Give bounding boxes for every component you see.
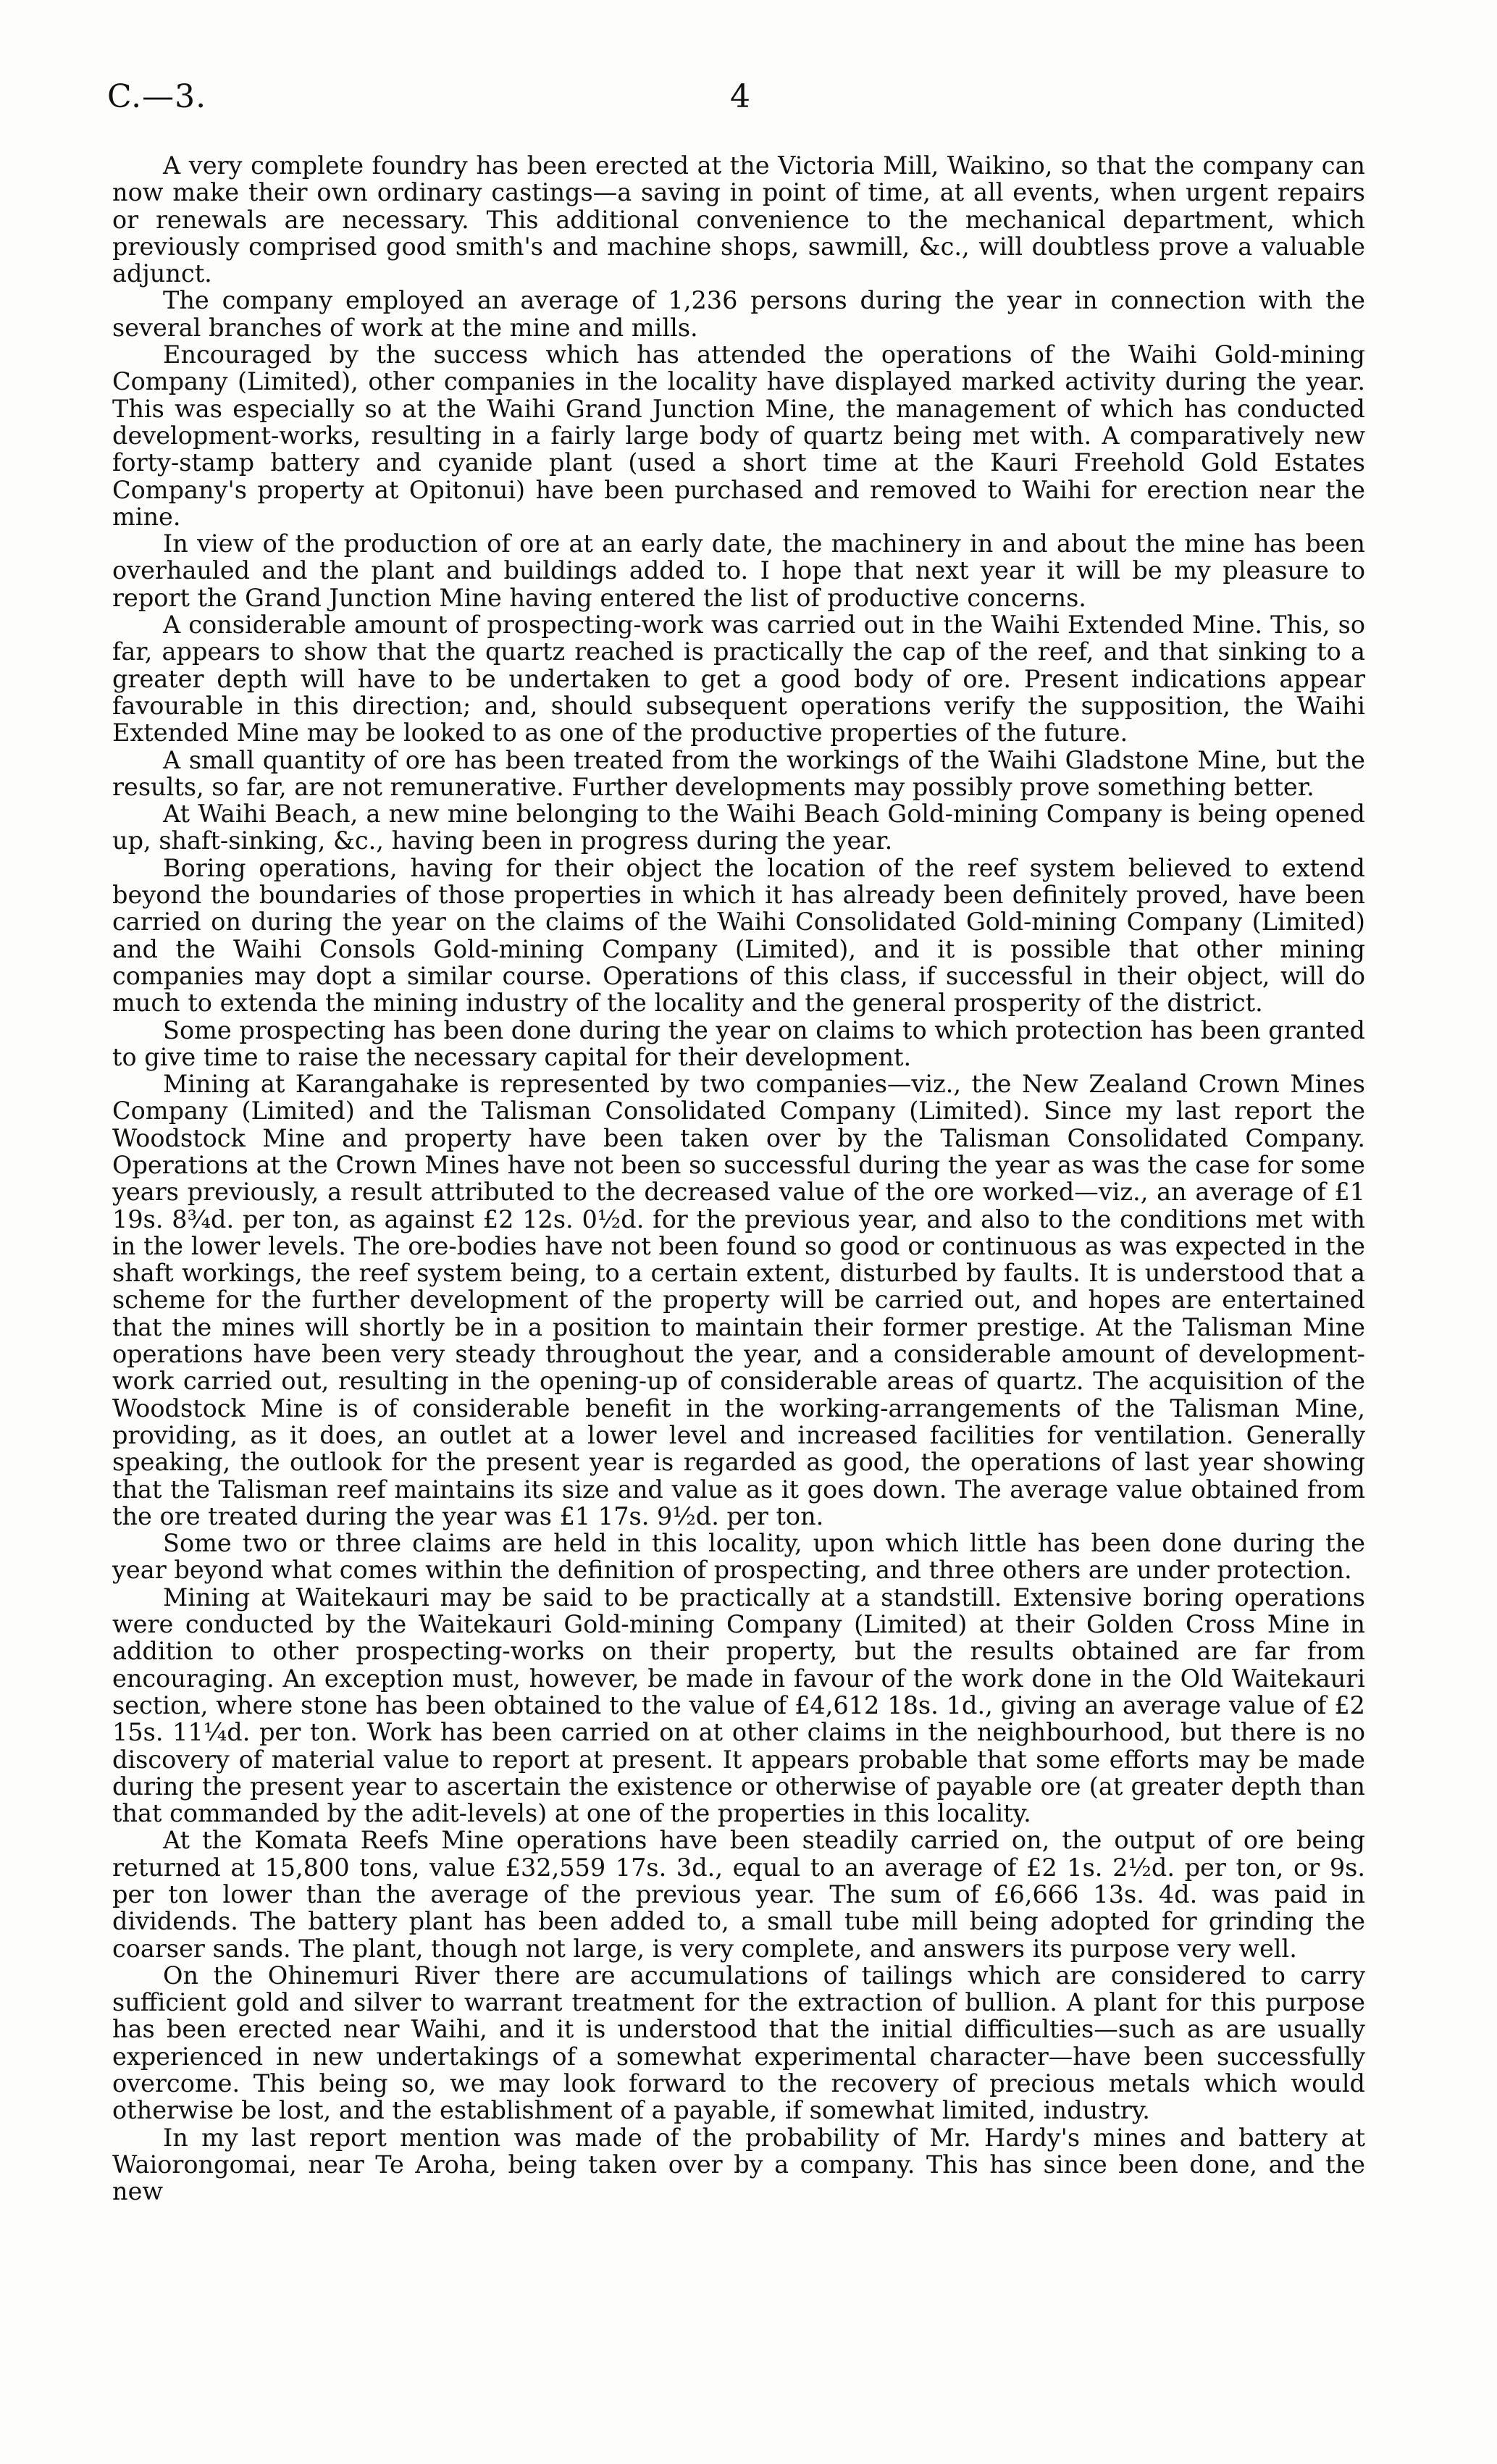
paragraph: Some prospecting has been done during the year on claims to which protection has been granted to give time to raise the necessary capital for their development. — [112, 1015, 1365, 1071]
page-header — [107, 78, 1367, 122]
paragraph: At the Komata Reefs Mine operations have been steadily carried on, the output of ore being returned at 15,800 tons, value £32,559 17s. 3d., equal to an average of £2 1s. 2½d. per ton, or 9s. per ton lower than the average of the previous year. The sum of £6,666 13s. 4d. was paid in dividends. The battery plant has been added to, a small tube mill being adopted for grinding the coarser sands. The plant, though not large, is very complete, and answers its purpose very well. — [112, 1826, 1365, 1963]
paragraph: A small quantity of ore has been treated from the workings of the Waihi Gladstone Mine, but the results, so far, are not remunerative. Further developments may possibly prove something better. — [112, 745, 1365, 801]
paragraph: A considerable amount of prospecting-work was carried out in the Waihi Extended Mine. This, so far, appears to show that the quartz reached is practically the cap of the reef, and that sinking to a greater depth will have to be undertaken to get a good body of ore. Present indications appear favourable in this direction; and, should subsequent operations verify the supposition, the Waihi Extended Mine may be looked to as one of the productive properties of the future. — [112, 611, 1365, 747]
paragraph: Some two or three claims are held in this locality, upon which little has been done during the year beyond what comes within the definition of prospecting, and three others are under protection. — [112, 1529, 1365, 1585]
paragraph: In view of the production of ore at an early date, the machinery in and about the mine has been overhauled and the plant and buildings added to. I hope that next year it will be my pleasure to report the Grand Junction Mine having entered the list of productive concerns. — [112, 529, 1365, 612]
body-text — [112, 152, 1365, 2205]
paragraph: Boring operations, having for their object the location of the reef system believed to extend beyond the boundaries of those properties in which it has already been definitely proved, have been carried on during the year on the claims of the Waihi Consolidated Gold-mining Company (Limited) and the Waihi Consols Gold-mining Company (Limited), and it is possible that other mining companies may dopt a similar course. Operations of this class, if successful in their object, will do much to extenda the mining industry of the locality and the general prosperity of the district. — [112, 853, 1365, 1018]
page-number: 4 — [730, 78, 750, 115]
paragraph: At Waihi Beach, a new mine belonging to the Waihi Beach Gold-mining Company is being opened up, shaft-sinking, &c., having been in progress during the year. — [112, 800, 1365, 855]
paragraph: The company employed an average of 1,236 persons during the year in connection with the several branches of work at the mine and mills. — [112, 286, 1365, 342]
paragraph: Mining at Waitekauri may be said to be practically at a standstill. Extensive boring operations were conducted by the Waitekauri Gold-mining Company (Limited) at their Golden Cross Mine in addition to other prospecting-works on their property, but the results obtained are far from encouraging. An exception must, however, be made in favour of the work done in the Old Waitekauri section, where stone has been obtained to the value of £4,612 18s. 1d., giving an average value of £2 15s. 11¼d. per ton. Work has been carried on at other claims in the neighbourhood, but there is no discovery of material value to report at present. It appears probable that some efforts may be made during the present year to ascertain the existence or otherwise of payable ore (at greater depth than that commanded by the adit-levels) at one of the properties in this locality. — [112, 1583, 1365, 1828]
paragraph: Mining at Karangahake is represented by two companies—viz., the New Zealand Crown Mines Company (Limited) and the Talisman Consolidated Company (Limited). Since my last report the Woodstock Mine and property have been taken over by the Talisman Consolidated Company. Operations at the Crown Mines have not been so successful during the year as was the case for some years previously, a result attributed to the decreased value of the ore worked—viz., an average of £1 19s. 8¾d. per ton, as against £2 12s. 0½d. for the previous year, and also to the conditions met with in the lower levels. The ore-bodies have not been found so good or continuous as was expected in the shaft workings, the reef system being, to a certain extent, disturbed by faults. It is understood that a scheme for the further development of the property will be carried out, and hopes are entertained that the mines will shortly be in a position to maintain their former prestige. At the Talisman Mine operations have been very steady throughout the year, and a considerable amount of development-work carried out, resulting in the opening-up of considerable areas of quartz. The acquisition of the Woodstock Mine is of considerable benefit in the working-arrangements of the Talisman Mine, providing, as it does, an outlet at a lower level and increased facilities for ventilation. Generally speaking, the outlook for the present year is regarded as good, the operations of last year showing that the Talisman reef maintains its size and value as it goes down. The average value obtained from the ore treated during the year was £1 17s. 9½d. per ton. — [112, 1070, 1365, 1530]
paragraph: Encouraged by the success which has attended the operations of the Waihi Gold-mining Company (Limited), other companies in the locality have displayed marked activity during the year. This was especially so at the Waihi Grand Junction Mine, the management of which has conducted development-works, resulting in a fairly large body of quartz being met with. A comparatively new forty-stamp battery and cyanide plant (used a short time at the Kauri Freehold Gold Estates Company's property at Opitonui) have been purchased and removed to Waihi for erection near the mine. — [112, 340, 1365, 531]
paragraph: On the Ohinemuri River there are accumulations of tailings which are considered to carry sufficient gold and silver to warrant treatment for the extraction of bullion. A plant for this purpose has been erected near Waihi, and it is understood that the initial difficulties—such as are usually experienced in new undertakings of a somewhat experimental character—have been successfully overcome. This being so, we may look forward to the recovery of precious metals which would otherwise be lost, and the establishment of a payable, if somewhat limited, industry. — [112, 1961, 1365, 2125]
paragraph: A very complete foundry has been erected at the Victoria Mill, Waikino, so that the company can now make their own ordinary castings—a saving in point of time, at all events, when urgent repairs or renewals are necessary. This additional convenience to the mechanical department, which previously comprised good smith's and machine shops, sawmill, &c., will doubtless prove a valuable adjunct. — [112, 151, 1365, 288]
paragraph: In my last report mention was made of the probability of Mr. Hardy's mines and battery at Waiorongomai, near Te Aroha, being taken over by a company. This has since been done, and the new — [112, 2123, 1365, 2206]
document-reference: C.—3. — [107, 78, 207, 115]
